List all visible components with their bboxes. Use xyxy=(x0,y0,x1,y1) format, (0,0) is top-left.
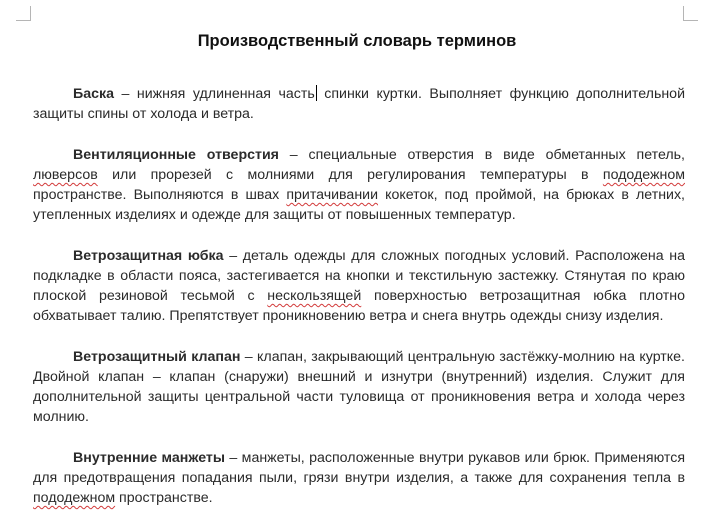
glossary-term: Ветрозащитный клапан xyxy=(73,349,241,365)
glossary-term: Ветрозащитная юбка xyxy=(73,248,224,264)
page-corner-mark-top-left xyxy=(16,6,31,21)
definition-text: или прорезей с молниями для регулирования температуры в xyxy=(97,167,603,183)
glossary-entry[interactable] xyxy=(33,448,685,508)
glossary-entry[interactable] xyxy=(33,145,685,225)
glossary-entry[interactable] xyxy=(33,246,685,326)
glossary-entry[interactable] xyxy=(33,84,685,124)
spellcheck-flagged-word: притачивании xyxy=(286,187,379,203)
document-body[interactable] xyxy=(33,84,685,529)
definition-text: – специальные отверстия в виде обметанных петель, xyxy=(278,147,685,163)
document-title: Производственный словарь терминов xyxy=(197,32,517,50)
spellcheck-flagged-word: пододежном xyxy=(33,490,116,506)
definition-text: – манжеты, расположенные внутри рукавов или брюк. Применяются для предотвращения попадания пыли, грязи внутри изделия, а также для сохранения тепла в xyxy=(33,450,686,486)
page-corner-mark-top-right xyxy=(683,6,698,21)
definition-text: – клапан, закрывающий центральную застёжку-молнию на куртке. Двойной клапан – клапан (снаружи) внешний и изнутри (внутренний) изделия. Служит для дополнительной защиты центральной части туловища от проникновения ветра и холода через молнию. xyxy=(33,349,685,425)
glossary-term: Внутренние манжеты xyxy=(73,450,225,466)
definition-text: пространстве. Выполняются в швах xyxy=(33,187,287,203)
glossary-entry[interactable] xyxy=(33,347,685,427)
definition-text: – нижняя удлиненная часть xyxy=(113,86,315,102)
spellcheck-flagged-word: пододежном xyxy=(602,167,685,183)
definition-text: – деталь одежды для сложных погодных условий. Расположена на подкладке в области пояса, застегивается на кнопки и текстильную застежку. Стянутая по краю плоской резиновой тесьмой с xyxy=(33,248,685,304)
spellcheck-flagged-word: люверсов xyxy=(33,167,98,183)
definition-text: кокеток, под проймой, на брюках в летних, утепленных изделиях и одежде для защиты от повышенных температур. xyxy=(33,187,685,223)
spellcheck-flagged-word: нескользящей xyxy=(267,288,362,304)
definition-text: спинки куртки. Выполняет функцию дополнительной защиты спины от холода и ветра. xyxy=(33,86,685,122)
definition-text: поверхностью ветрозащитная юбка плотно обхватывает талию. Препятствует проникновению ветра и снега внутрь одежды снизу изделия. xyxy=(33,288,685,324)
glossary-term: Баска xyxy=(73,86,114,102)
glossary-term: Вентиляционные отверстия xyxy=(73,147,279,163)
definition-text: пространстве. xyxy=(115,490,213,506)
